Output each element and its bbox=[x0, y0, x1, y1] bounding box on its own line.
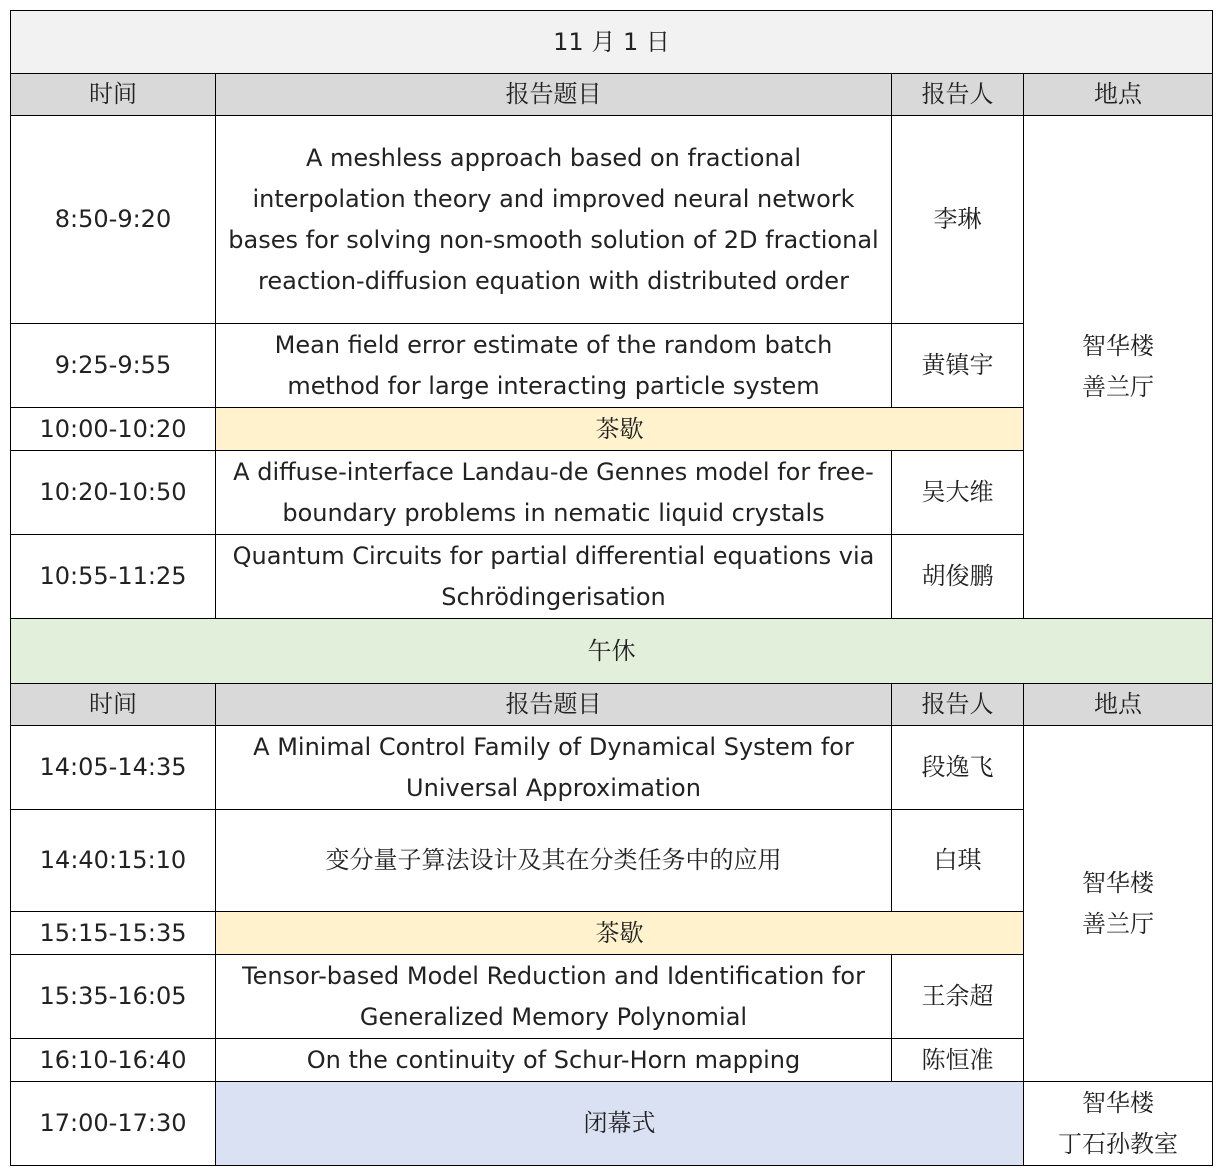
closing-ceremony: 闭幕式 bbox=[216, 1082, 1024, 1166]
talk-title: A meshless approach based on fractional interpolation theory and improved neural network bases for solving non-smooth solution of 2D fractional reaction-diffusion equation with distributed order bbox=[216, 116, 892, 324]
header-time: 时间 bbox=[11, 74, 216, 116]
header-title: 报告题目 bbox=[216, 684, 892, 726]
schedule-table bbox=[10, 10, 1213, 1166]
venue-building: 智华楼 bbox=[1082, 868, 1154, 897]
closing-time: 17:00-17:30 bbox=[11, 1082, 216, 1166]
talk-speaker: 白琪 bbox=[892, 810, 1024, 912]
venue-room: 善兰厅 bbox=[1082, 373, 1154, 401]
break-time: 15:15-15:35 bbox=[11, 912, 216, 955]
header-speaker: 报告人 bbox=[892, 74, 1024, 116]
talk-title: A diffuse-interface Landau-de Gennes model for free-boundary problems in nematic liquid crystals bbox=[216, 451, 892, 535]
talk-speaker: 王余超 bbox=[892, 955, 1024, 1039]
header-row bbox=[11, 684, 1213, 726]
talk-time: 15:35-16:05 bbox=[11, 955, 216, 1039]
talk-speaker: 陈恒准 bbox=[892, 1039, 1024, 1082]
talk-speaker: 段逸飞 bbox=[892, 726, 1024, 810]
header-venue: 地点 bbox=[1024, 684, 1213, 726]
header-speaker: 报告人 bbox=[892, 684, 1024, 726]
talk-title: Tensor-based Model Reduction and Identification for Generalized Memory Polynomial bbox=[216, 955, 892, 1039]
talk-time: 10:55-11:25 bbox=[11, 535, 216, 619]
morning-venue bbox=[1024, 116, 1213, 619]
lunch-row bbox=[11, 619, 1213, 684]
header-venue: 地点 bbox=[1024, 74, 1213, 116]
header-time: 时间 bbox=[11, 684, 216, 726]
talk-time: 14:05-14:35 bbox=[11, 726, 216, 810]
talk-time: 16:10-16:40 bbox=[11, 1039, 216, 1082]
talk-title: A Minimal Control Family of Dynamical System for Universal Approximation bbox=[216, 726, 892, 810]
talk-title: Quantum Circuits for partial differential equations via Schrödingerisation bbox=[216, 535, 892, 619]
header-title: 报告题目 bbox=[216, 74, 892, 116]
tea-break: 茶歇 bbox=[216, 408, 1024, 451]
talk-speaker: 李琳 bbox=[892, 116, 1024, 324]
closing-row bbox=[11, 1082, 1213, 1166]
talk-speaker: 吴大维 bbox=[892, 451, 1024, 535]
talk-time: 10:20-10:50 bbox=[11, 451, 216, 535]
venue-building: 智华楼 bbox=[1082, 332, 1154, 360]
talk-title: 变分量子算法设计及其在分类任务中的应用 bbox=[216, 810, 892, 912]
tea-break: 茶歇 bbox=[216, 912, 1024, 955]
closing-venue bbox=[1024, 1082, 1213, 1166]
venue-room: 丁石孙教室 bbox=[1058, 1129, 1178, 1158]
talk-time: 9:25-9:55 bbox=[11, 324, 216, 408]
talk-title: Mean field error estimate of the random batch method for large interacting particle system bbox=[216, 324, 892, 408]
talk-speaker: 胡俊鹏 bbox=[892, 535, 1024, 619]
venue-building: 智华楼 bbox=[1082, 1088, 1154, 1117]
talk-speaker: 黄镇宇 bbox=[892, 324, 1024, 408]
lunch-break: 午休 bbox=[11, 619, 1213, 684]
talk-title: On the continuity of Schur-Horn mapping bbox=[216, 1039, 892, 1082]
date-title: 11 月 1 日 bbox=[11, 11, 1213, 74]
table-row bbox=[11, 726, 1213, 810]
header-row bbox=[11, 74, 1213, 116]
venue-room: 善兰厅 bbox=[1082, 909, 1154, 938]
talk-time: 8:50-9:20 bbox=[11, 116, 216, 324]
break-time: 10:00-10:20 bbox=[11, 408, 216, 451]
table-row bbox=[11, 116, 1213, 324]
date-row bbox=[11, 11, 1213, 74]
afternoon-venue bbox=[1024, 726, 1213, 1082]
talk-time: 14:40:15:10 bbox=[11, 810, 216, 912]
